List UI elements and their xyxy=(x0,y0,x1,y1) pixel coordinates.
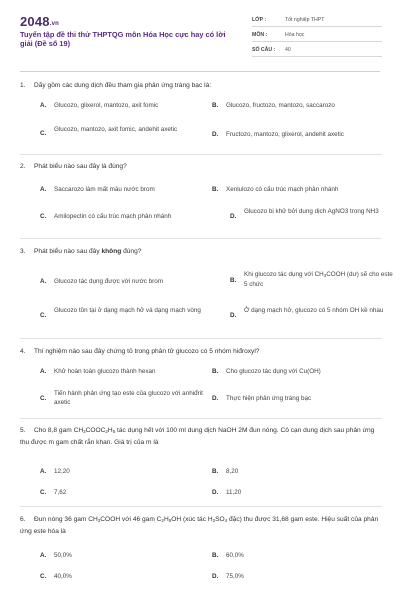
subscript: 5 xyxy=(112,429,116,434)
option-letter: B. xyxy=(212,552,219,559)
option-text: 75,0% xyxy=(226,573,244,580)
meta-key: SỐ CÂU : xyxy=(252,47,276,53)
option-letter: C. xyxy=(40,312,47,319)
meta-row-class xyxy=(252,14,382,27)
option-letter: C. xyxy=(40,130,47,137)
question-text: Thí nghiệm nào sau đây chứng tỏ trong phân tử glucozo có 5 nhóm hiđroxyl? xyxy=(34,348,260,355)
option-letter: C. xyxy=(40,395,47,402)
question-text: OH (xúc tác H xyxy=(171,516,213,523)
option-text-post: COOH (dư) sẽ cho este 5 chức xyxy=(244,271,393,288)
meta-row-count xyxy=(252,44,382,57)
option-text: 60,0% xyxy=(226,552,244,559)
question-stem xyxy=(20,246,382,257)
option-text: Fructozo, mantozo, glixerol, andehit axetic xyxy=(226,131,344,138)
meta-key: MÔN : xyxy=(252,32,268,38)
option-letter: C. xyxy=(40,213,47,220)
option-letter: A. xyxy=(40,186,47,193)
question-number: 6. xyxy=(20,516,26,523)
meta-row-subject xyxy=(252,29,382,42)
question-text-post: đúng? xyxy=(121,248,142,255)
option-text-pre: Khi glucozo tác dụng với CH xyxy=(244,271,324,278)
question-text: Dãy gồm các dung dịch đều tham gia phản ứng tráng bạc là: xyxy=(34,82,212,89)
question-separator xyxy=(20,154,382,155)
option-letter: D. xyxy=(230,213,237,220)
subscript: 2 xyxy=(105,429,108,434)
option-letter: A. xyxy=(40,102,47,109)
option-letter: A. xyxy=(40,468,47,475)
question-number: 5. xyxy=(20,427,26,434)
option-letter: D. xyxy=(212,573,219,580)
option-text: Glucozo, glixerol, mantozo, axit fomic xyxy=(54,102,159,109)
question-text: Phát biểu nào sau đây là đúng? xyxy=(34,163,127,170)
subscript: 2 xyxy=(212,518,216,523)
option-text: Khử hoàn toàn glucozo thành hexan xyxy=(54,368,156,375)
option-letter: C. xyxy=(40,573,47,580)
option-letter: D. xyxy=(212,131,219,138)
question-number: 2. xyxy=(20,163,26,170)
option-text: Glucozo bị khử bởi dung dịch AgNO3 trong NH3 xyxy=(244,208,379,215)
question-stem xyxy=(20,514,382,537)
option-text xyxy=(244,270,394,289)
option-text: 12,20 xyxy=(54,468,70,475)
option-text: Xenlulozo có cấu trúc mạch phân nhánh xyxy=(226,186,339,193)
subscript: 3 xyxy=(323,273,327,278)
exam-title: Tuyển tập đề thi thử THPTQG môn Hóa Học cực hay có lời giải (Đề số 19) xyxy=(20,30,226,48)
subscript: 2 xyxy=(161,518,164,523)
option-text: 40,0% xyxy=(54,573,72,580)
question-text-pre: Phát biểu nào sau đây xyxy=(34,248,102,255)
option-letter: B. xyxy=(212,368,219,375)
meta-key: LỚP : xyxy=(252,17,267,23)
subscript: 3 xyxy=(97,518,101,523)
page-header xyxy=(0,0,400,64)
meta-value: Hóa học xyxy=(285,32,305,38)
question-separator xyxy=(20,506,382,507)
header-divider xyxy=(20,71,380,72)
option-letter: B. xyxy=(212,468,219,475)
option-letter: A. xyxy=(40,278,47,285)
question-separator xyxy=(20,238,382,239)
question-text: COOC xyxy=(85,427,106,434)
question-stem xyxy=(20,425,382,448)
option-letter: B. xyxy=(212,102,219,109)
question-stem xyxy=(20,80,382,91)
subscript: 5 xyxy=(168,518,172,523)
question-text: H xyxy=(163,516,169,523)
question-text: tác dụng hết với 100 ml dung dịch NaOH 2M đun nóng. Cô cạn dung dịch sau phản ứng thu được m gam chất rắn khan. Giá trị của m là xyxy=(20,427,375,446)
subscript: 3 xyxy=(83,429,86,434)
question-number: 4. xyxy=(20,348,26,355)
question-emphasis: không xyxy=(101,248,122,255)
question-text: SO xyxy=(215,516,225,523)
question-separator xyxy=(20,338,382,339)
option-text: Cho glucozo tác dụng với Cu(OH) xyxy=(226,368,321,375)
meta-value: 40 xyxy=(285,47,291,53)
option-text: Ở dạng mạch hở, glucozo có 5 nhóm OH kề nhau xyxy=(244,307,384,314)
option-text: Glucozo tác dụng được với nước brom xyxy=(54,278,164,285)
option-text: Saccarozo làm mất màu nước brom xyxy=(54,186,155,193)
option-letter: D. xyxy=(230,312,237,319)
option-text: Glucozo, fructozo, mantozo, saccarozo xyxy=(226,102,335,109)
option-letter: B. xyxy=(230,277,237,284)
option-text: Tiến hành phản ứng tạo este của glucozo với anhiđrit axetic xyxy=(54,390,203,406)
option-text: Glucozo, mantozo, axit fomic, andehit axetic xyxy=(54,126,178,133)
option-text: Thực hiện phản ứng tráng bạc xyxy=(226,395,312,402)
logo-text: 2048 xyxy=(20,14,50,29)
option-letter: A. xyxy=(40,368,47,375)
option-letter: A. xyxy=(40,552,47,559)
question-text: Cho 8,8 gam CH xyxy=(34,427,84,434)
question-text: COOH với 46 gam C xyxy=(100,516,162,523)
option-text: 11,20 xyxy=(226,489,242,496)
option-text: Glucozo tồn tại ở dạng mạch hở và dạng mạch vòng xyxy=(54,307,201,314)
subscript: 4 xyxy=(224,518,228,523)
option-letter: D. xyxy=(212,489,219,496)
question-text: Đun nóng 36 gam CH xyxy=(34,516,98,523)
meta-value: Tốt nghiệp THPT xyxy=(285,17,325,23)
question-text: đặc) thu được 31,68 gam este. Hiệu suất của phản ứng este hóa là xyxy=(20,516,379,535)
option-letter: D. xyxy=(212,395,219,402)
option-text: 8,20 xyxy=(226,468,239,475)
option-letter: B. xyxy=(212,186,219,193)
option-text: Amilopectin có cấu trúc mạch phân nhánh xyxy=(54,213,172,220)
question-separator xyxy=(20,418,382,419)
option-letter: C. xyxy=(40,489,47,496)
site-logo[interactable] xyxy=(20,14,59,29)
option-text: 7,62 xyxy=(54,489,67,496)
question-stem xyxy=(20,346,382,357)
logo-tld: .vn xyxy=(49,21,60,27)
option-text: 50,0% xyxy=(54,552,72,559)
question-number: 1. xyxy=(20,82,26,89)
question-text: H xyxy=(107,427,113,434)
question-stem xyxy=(20,161,382,172)
question-number: 3. xyxy=(20,248,26,255)
